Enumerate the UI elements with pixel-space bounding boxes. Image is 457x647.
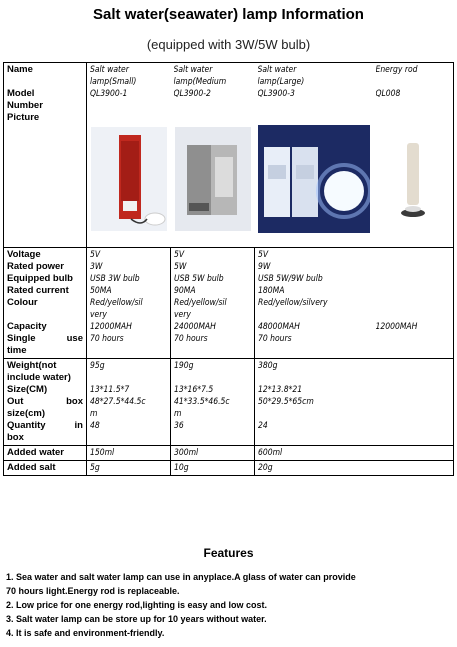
physical-cell-small xyxy=(87,359,171,446)
table-row-physical xyxy=(4,359,454,446)
label-added-water: Added water xyxy=(4,446,87,461)
colour-value-2: very xyxy=(90,310,107,320)
bulb-value: USB 5W/9W bulb xyxy=(258,274,323,284)
outbox-value: 50*29.5*65cm xyxy=(258,397,314,407)
product-name: Salt water xyxy=(90,65,129,75)
product-name: Energy rod xyxy=(375,65,418,75)
label-colour: Colour xyxy=(7,297,38,308)
product-model: QL3900-3 xyxy=(257,89,295,99)
label-rated-power: Rated power xyxy=(7,261,65,272)
product-name: Salt water xyxy=(257,65,297,75)
current-value: 50MA xyxy=(90,286,112,296)
outbox-value: 41*33.5*46.5c xyxy=(174,397,230,407)
outbox-value-2: m xyxy=(174,409,182,419)
water-value: 300ml xyxy=(171,446,255,461)
label-in: in xyxy=(74,420,83,431)
weight-value: 95g xyxy=(90,361,105,371)
physical-cell-medium xyxy=(171,359,255,446)
voltage-value: 5V xyxy=(174,250,185,260)
label-weight-2: include water) xyxy=(7,372,71,383)
label-use: use xyxy=(66,333,83,344)
water-value: 150ml xyxy=(87,446,171,461)
features-list xyxy=(6,570,451,640)
current-value: 90MA xyxy=(174,286,196,296)
energy-rod-picture xyxy=(376,124,451,234)
outbox-value: 48*27.5*44.5c xyxy=(90,397,146,407)
label-outbox-size: size(cm) xyxy=(7,408,46,419)
feature-line: 1. Sea water and salt water lamp can use in anyplace.A glass of water can provide xyxy=(6,572,356,582)
label-cell xyxy=(4,359,87,446)
use-time-value: 70 hours xyxy=(90,334,124,344)
outbox-value-2: m xyxy=(90,409,98,419)
spec-table xyxy=(3,62,454,476)
weight-value: 190g xyxy=(174,361,194,371)
label-capacity: Capacity xyxy=(7,321,47,332)
product-cell-medium xyxy=(171,63,255,248)
label-time: time xyxy=(7,345,27,356)
physical-cell-large xyxy=(255,359,373,446)
page-subtitle: (equipped with 3W/5W bulb) xyxy=(146,37,311,52)
power-value: 3W xyxy=(90,262,103,272)
water-value: 600ml xyxy=(255,446,373,461)
label-number: Number xyxy=(7,100,43,111)
size-value: 13*11.5*7 xyxy=(90,385,130,395)
label-picture: Picture xyxy=(7,112,40,123)
feature-line: 3. Salt water lamp can be store up for 10 years without water. xyxy=(6,614,267,624)
capacity-value: 12000MAH xyxy=(90,322,132,332)
energy-rod-icon xyxy=(383,129,443,229)
label-voltage: Voltage xyxy=(7,249,41,260)
voltage-value: 5V xyxy=(258,250,269,260)
electrical-cell-medium xyxy=(171,248,255,359)
voltage-value: 5V xyxy=(90,250,101,260)
use-time-value: 70 hours xyxy=(258,334,292,344)
use-time-value: 70 hours xyxy=(174,334,208,344)
product-name-2: lamp(Medium xyxy=(173,77,227,87)
label-size: Size(CM) xyxy=(7,384,48,395)
weight-value: 380g xyxy=(258,361,278,371)
product-model: QL3900-2 xyxy=(173,89,211,99)
label-model: Model xyxy=(7,88,35,99)
salt-value: 20g xyxy=(255,461,373,476)
electrical-cell-large xyxy=(255,248,373,359)
lamp-medium-picture xyxy=(174,124,252,234)
label-equipped-bulb: Equipped bulb xyxy=(7,273,73,284)
lamp-small-picture xyxy=(90,124,168,234)
quantity-value: 36 xyxy=(174,421,184,431)
product-cell-large xyxy=(255,63,373,248)
label-out: Out xyxy=(7,396,24,407)
colour-value: Red/yellow/sil xyxy=(90,298,143,308)
capacity-value: 12000MAH xyxy=(375,322,418,332)
grey-lamp-icon xyxy=(175,127,251,231)
quantity-value: 48 xyxy=(90,421,100,431)
table-row-electrical xyxy=(4,248,454,359)
salt-value: 5g xyxy=(87,461,171,476)
product-model: QL3900-1 xyxy=(90,89,128,99)
label-box-2: box xyxy=(7,432,24,443)
product-name-2: lamp(Small) xyxy=(90,77,137,87)
product-cell-rod xyxy=(373,63,454,248)
product-cell-small xyxy=(87,63,171,248)
white-lamp-icon xyxy=(258,125,370,233)
label-quantity: Quantity xyxy=(7,420,46,431)
bulb-value: USB 5W bulb xyxy=(174,274,224,284)
capacity-value: 48000MAH xyxy=(258,322,300,332)
salt-value: 10g xyxy=(171,461,255,476)
feature-line: 2. Low price for one energy rod,lighting is easy and low cost. xyxy=(6,600,268,610)
table-row-name-block xyxy=(4,63,454,248)
lamp-large-picture xyxy=(258,124,370,234)
page-title: Salt water(seawater) lamp Information xyxy=(93,6,364,23)
power-value: 5W xyxy=(174,262,187,272)
label-cell xyxy=(4,248,87,359)
electrical-cell-rod xyxy=(373,248,454,359)
size-value: 13*16*7.5 xyxy=(174,385,214,395)
label-rated-current: Rated current xyxy=(7,285,69,296)
capacity-value: 24000MAH xyxy=(174,322,216,332)
quantity-value: 24 xyxy=(258,421,268,431)
features-heading: Features xyxy=(203,546,254,560)
label-weight: Weight(not xyxy=(7,360,57,371)
product-name: Salt water xyxy=(173,65,213,75)
label-box: box xyxy=(66,396,83,407)
product-name-2: lamp(Large) xyxy=(257,77,305,87)
colour-value: Red/yellow/silvery xyxy=(258,298,328,308)
physical-cell-rod xyxy=(373,359,454,446)
power-value: 9W xyxy=(258,262,271,272)
feature-line: 70 hours light.Energy rod is replaceable. xyxy=(6,586,180,596)
colour-value-2: very xyxy=(174,310,191,320)
bulb-value: USB 3W bulb xyxy=(90,274,140,284)
label-added-salt: Added salt xyxy=(4,461,87,476)
red-lamp-icon xyxy=(91,127,167,231)
table-row-salt xyxy=(4,461,454,476)
label-name: Name xyxy=(7,64,33,75)
current-value: 180MA xyxy=(258,286,285,296)
product-model: QL008 xyxy=(375,89,401,99)
table-row-water xyxy=(4,446,454,461)
electrical-cell-small xyxy=(87,248,171,359)
colour-value: Red/yellow/sil xyxy=(174,298,227,308)
size-value: 12*13.8*21 xyxy=(258,385,303,395)
label-cell xyxy=(4,63,87,248)
feature-line: 4. It is safe and environment-friendly. xyxy=(6,628,165,638)
label-single: Single xyxy=(7,333,36,344)
